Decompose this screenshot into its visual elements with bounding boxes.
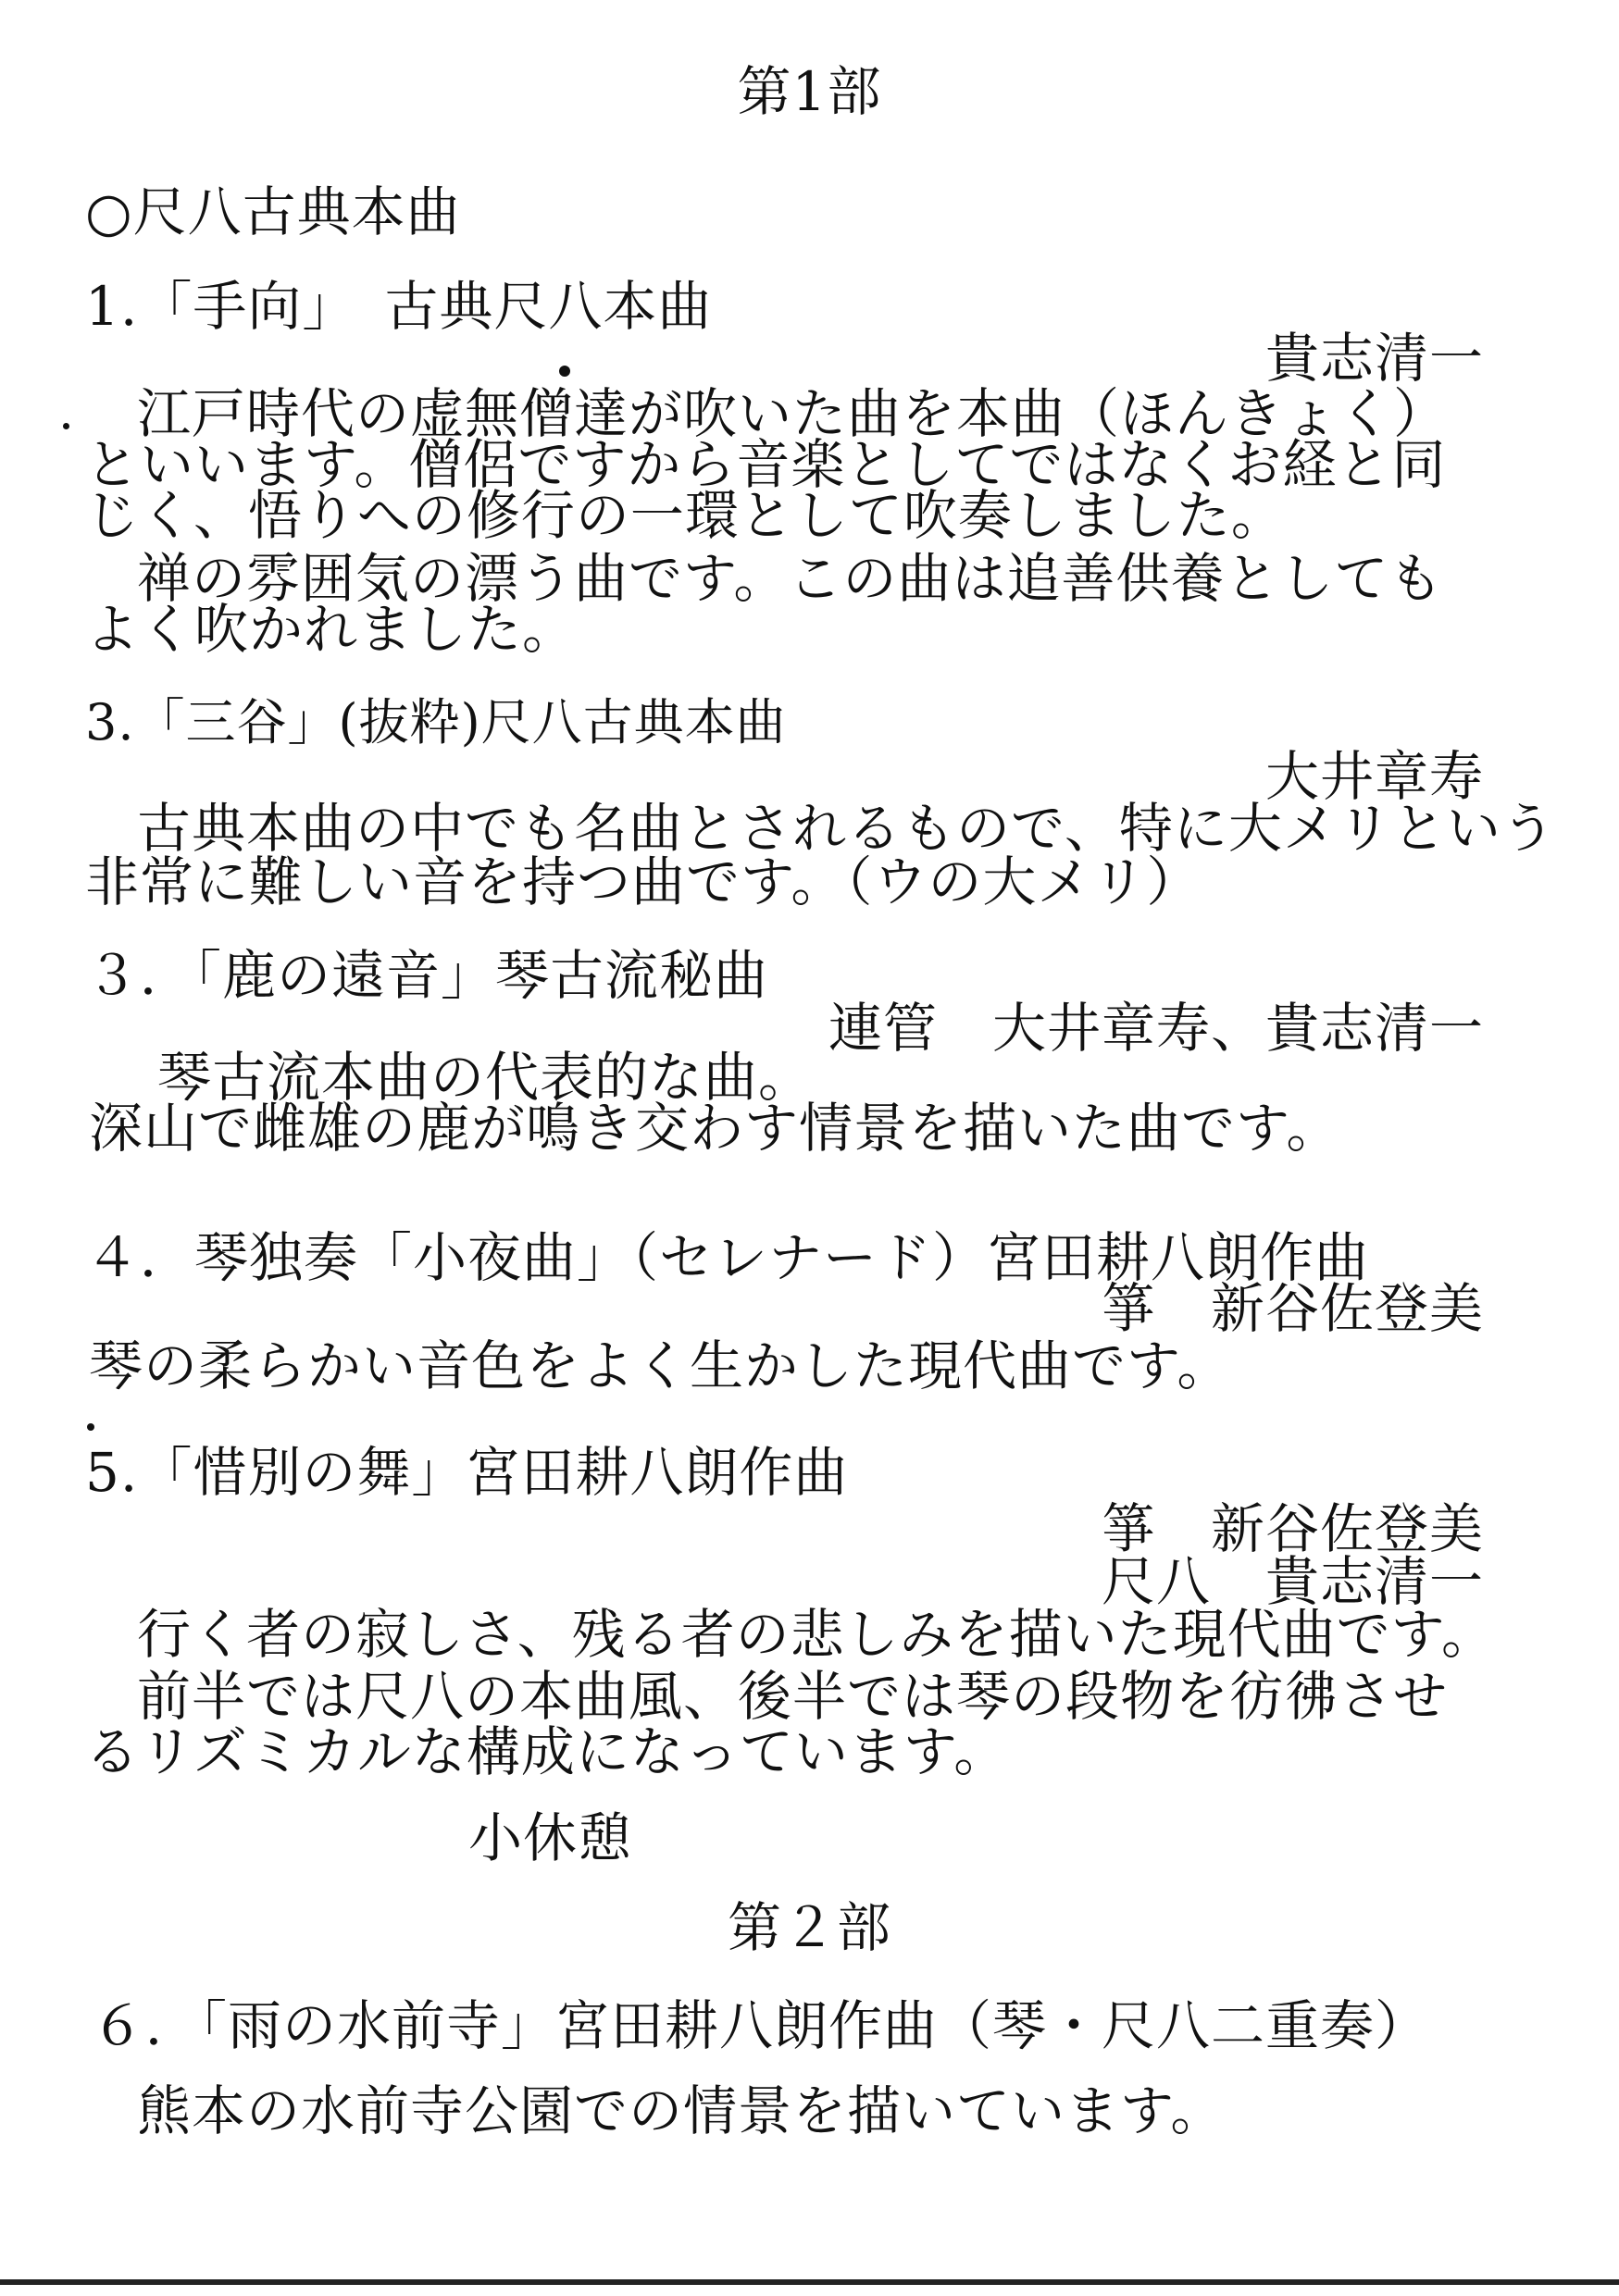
performer: 尺八 貴志清一 [1101,1550,1484,1613]
performer: 連管 大井章寿、貴志清一 [828,997,1484,1060]
description-line: 非常に難しい音を持つ曲です。（ウの大メリ） [85,850,1202,913]
description-line: 琴古流本曲の代表的な曲。 [157,1046,814,1109]
description-line: 古典本曲の中でも名曲とされるもので、特に大メリという [137,797,1556,860]
performer: 貴志清一 [1264,327,1484,390]
performer: 箏 新谷佐登美 [1101,1497,1484,1560]
description-line: じく、悟りへの修行の一環として吹奏しました。 [85,484,1286,547]
piece-title: 3.「三谷」(抜粋)尺八古典本曲 [85,693,787,751]
description-line: 禅の雰囲気の漂う曲です。この曲は追善供養としても [137,547,1444,610]
page-edge-line [0,2279,1619,2285]
piece-title: 1.「手向」 古典尺八本曲 [85,275,713,338]
part1-heading: 第1部 [737,60,882,123]
piece-title: ６．「雨の水前寺」宮田耕八朗作曲（琴・尺八二重奏） [91,1994,1430,2057]
description-line: 深山で雌雄の鹿が鳴き交わす情景を描いた曲です。 [89,1097,1341,1160]
scan-speck [87,1423,94,1431]
description-line: るリズミカルな構成になっています。 [85,1720,1009,1783]
description-line: 江戸時代の虚無僧達が吹いた曲を本曲（ほんきょく） [137,382,1449,445]
piece-title: ３．「鹿の遠音」琴古流秘曲 [85,944,769,1007]
intermission: 小休憩 [468,1806,633,1869]
description-line: 前半では尺八の本曲風、後半では琴の段物を彷彿させ [137,1665,1449,1728]
description-line: 行く者の寂しさ、残る者の悲しみを描いた現代曲です。 [137,1603,1497,1666]
performer: 大井章寿 [1264,745,1484,808]
performer: 箏 新谷佐登美 [1101,1277,1484,1340]
description-line: よく吹かれました。 [85,598,578,661]
scan-speck [63,423,69,429]
piece-title: 5.「惜別の舞」宮田耕八朗作曲 [85,1441,849,1504]
section-heading: ○尺八古典本曲 [85,180,461,243]
scan-speck [559,366,570,377]
description-line: 熊本の水前寺公園での情景を描いています。 [137,2079,1226,2142]
description-line: といいます。僧侶ですから音楽としてではなくお経と同 [85,433,1447,496]
part2-heading: 第２部 [727,1896,891,1959]
description-line: 琴の柔らかい音色をよく生かした現代曲です。 [89,1334,1232,1397]
piece-title: ４．琴独奏「小夜曲」（セレナード）宮田耕八朗作曲 [85,1226,1370,1289]
